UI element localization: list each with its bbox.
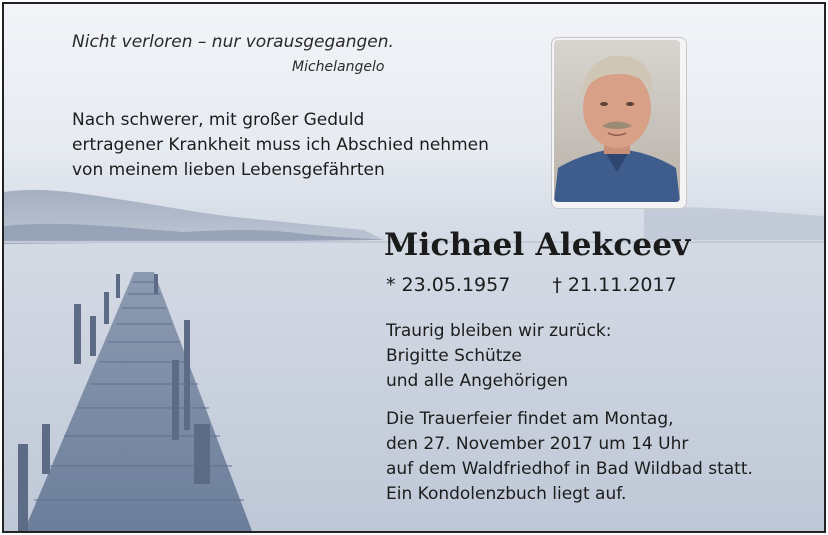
quote-author: Michelangelo xyxy=(292,59,385,75)
quote-text: Nicht verloren – nur vorausgegangen. xyxy=(72,32,394,52)
birth-date: * 23.05.1957 xyxy=(386,274,511,296)
mourners-line: Traurig bleiben wir zurück: xyxy=(386,321,612,341)
service-line: Ein Kondolenzbuch liegt auf. xyxy=(386,484,627,504)
intro-line: Nach schwerer, mit großer Geduld xyxy=(72,110,365,130)
intro-line: von meinem lieben Lebensgefährten xyxy=(72,160,385,180)
portrait-photo xyxy=(552,38,686,208)
service-line: den 27. November 2017 um 14 Uhr xyxy=(386,434,689,454)
funeral-service-text xyxy=(386,407,753,507)
intro-text xyxy=(72,108,489,183)
deceased-name: Michael Alekceev xyxy=(384,227,691,263)
intro-line: ertragener Krankheit muss ich Abschied nehmen xyxy=(72,135,489,155)
mourners-line: und alle Angehörigen xyxy=(386,371,569,391)
service-line: Die Trauerfeier findet am Montag, xyxy=(386,409,674,429)
service-line: auf dem Waldfriedhof in Bad Wildbad statt. xyxy=(386,459,753,479)
mourners-text xyxy=(386,319,612,394)
death-date: † 21.11.2017 xyxy=(552,274,677,296)
mourners-line: Brigitte Schütze xyxy=(386,346,522,366)
obituary-card xyxy=(2,2,826,533)
portrait-icon xyxy=(554,40,680,202)
life-dates xyxy=(386,274,677,296)
